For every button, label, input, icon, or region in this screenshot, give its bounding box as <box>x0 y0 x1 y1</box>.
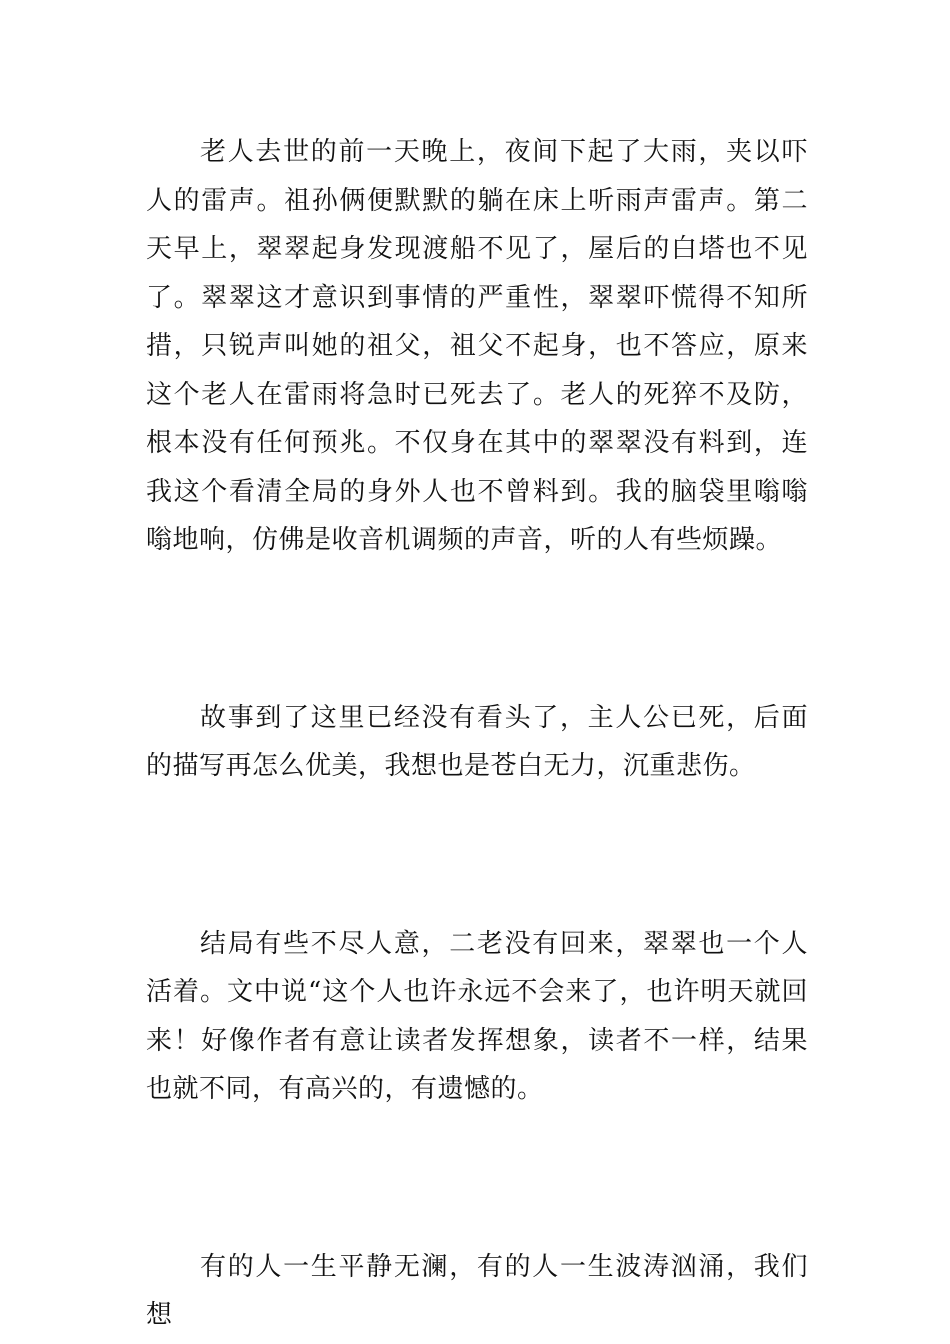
paragraph-1: 老人去世的前一天晚上，夜间下起了大雨，夹以吓人的雷声。祖孙俩便默默的躺在床上听雨声雷声。第二天早上，翠翠起身发现渡船不见了，屋后的白塔也不见了。翠翠这才意识到事情的严重性，翠翠吓慌得不知所措，只锐声叫她的祖父，祖父不起身，也不答应，原来这个老人在雷雨将急时已死去了。老人的死猝不及防，根本没有任何预兆。不仅身在其中的翠翠没有料到，连我这个看清全局的身外人也不曾料到。我的脑袋里嗡嗡嗡地响，仿佛是收音机调频的声音，听的人有些烦躁。 <box>146 137 808 555</box>
paragraph-3: 结局有些不尽人意，二老没有回来，翠翠也一个人活着。文中说“这个人也许永远不会来了，也许明天就回来！好像作者有意让读者发挥想象，读者不一样，结果也就不同，有高兴的，有遗憾的。 <box>146 928 808 1104</box>
paragraph-4: 有的人一生平静无澜，有的人一生波涛汹涌，我们想 <box>146 1251 808 1330</box>
document-body <box>146 128 808 1340</box>
paragraph-2: 故事到了这里已经没有看头了，主人公已死，后面的描写再怎么优美，我想也是苍白无力，沉重悲伤。 <box>146 702 808 781</box>
